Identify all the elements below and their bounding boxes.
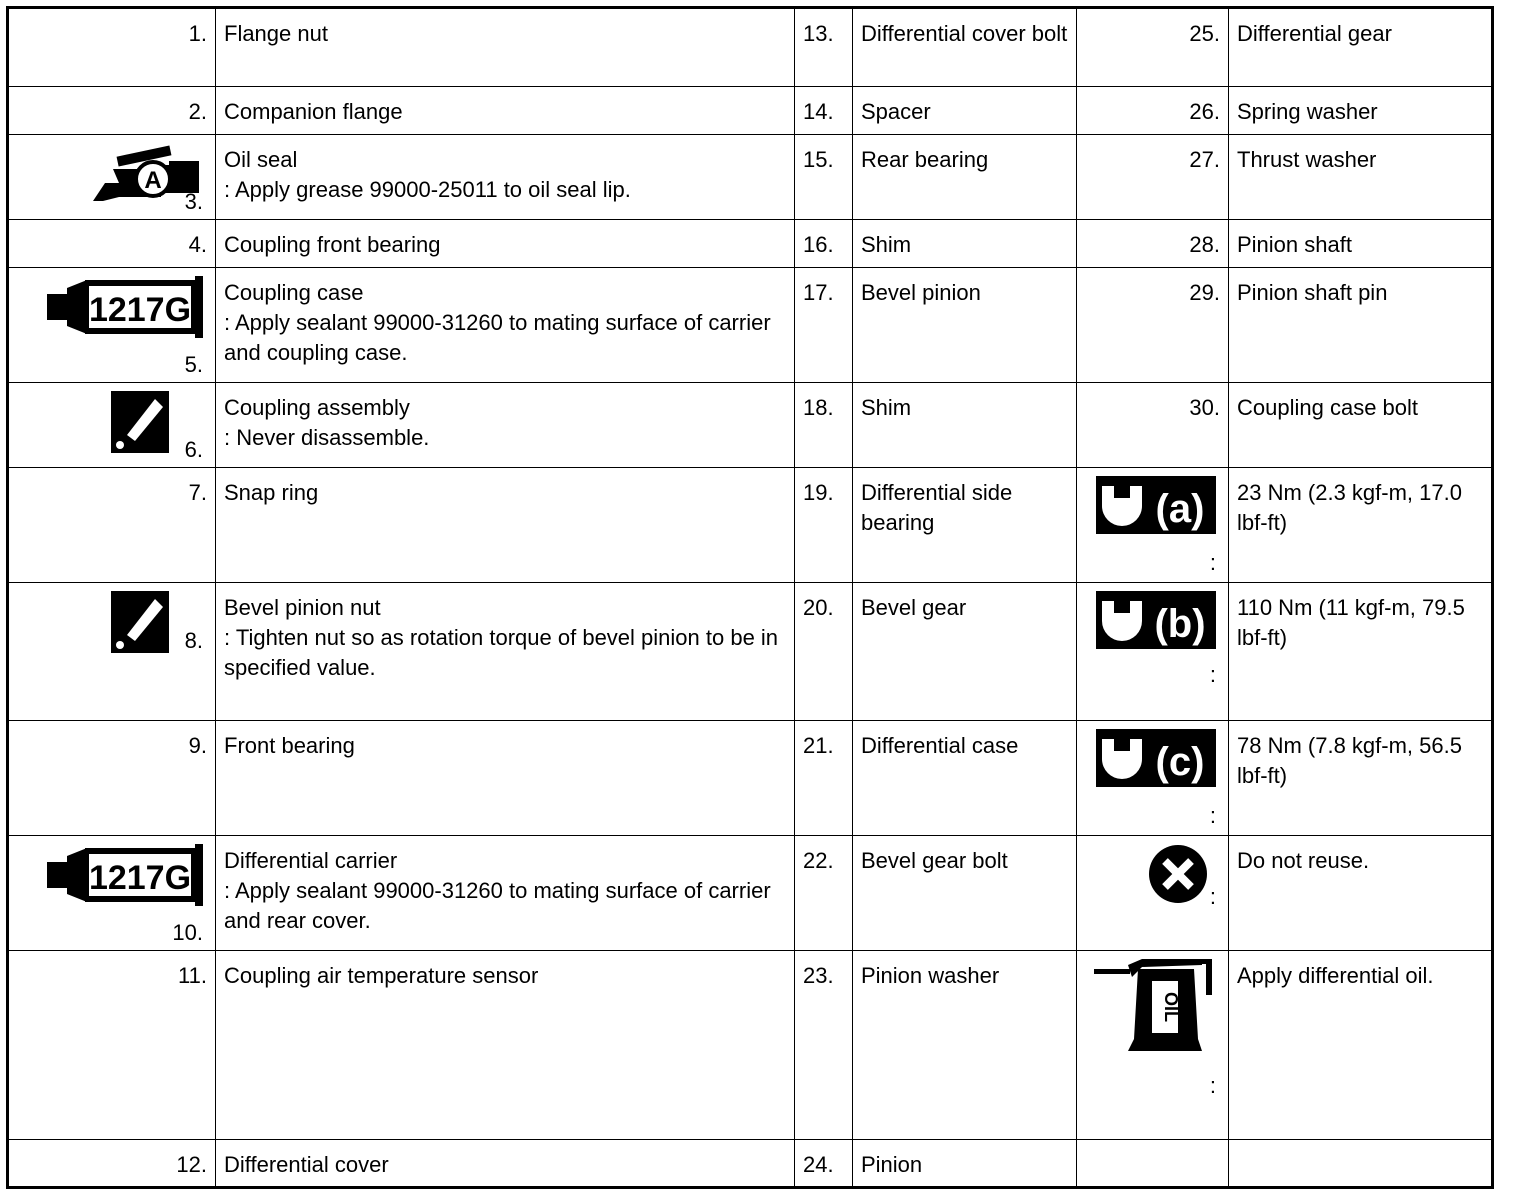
part-name: Spring washer xyxy=(1229,87,1493,135)
part-name: Spacer xyxy=(853,87,1077,135)
svg-text:1217G: 1217G xyxy=(88,291,192,329)
part-note: : Apply sealant 99000-31260 to mating surface of carrier and coupling case. xyxy=(224,310,771,365)
part-number: 26. xyxy=(1077,87,1229,135)
svg-text:OIL: OIL xyxy=(1161,992,1181,1022)
do-not-reuse-icon xyxy=(1148,844,1208,904)
part-number: 16. xyxy=(795,220,853,268)
table-row xyxy=(8,135,1493,220)
icon-colon-cell xyxy=(1077,836,1229,951)
icon-colon-cell xyxy=(1077,721,1229,836)
table-row xyxy=(8,583,1493,721)
part-number: 10. xyxy=(172,920,203,945)
part-number: 14. xyxy=(795,87,853,135)
part-description xyxy=(216,836,795,951)
part-number: 27. xyxy=(1077,135,1229,220)
part-name: Rear bearing xyxy=(853,135,1077,220)
table-row xyxy=(8,468,1493,583)
colon: : xyxy=(1209,884,1216,909)
part-name: Oil seal xyxy=(224,147,298,172)
part-name: Differential cover xyxy=(216,1140,795,1188)
part-number: 1. xyxy=(8,8,216,87)
part-number: 7. xyxy=(8,468,216,583)
note-text: Apply differential oil. xyxy=(1229,951,1493,1140)
caution-icon xyxy=(111,591,169,653)
part-description xyxy=(216,383,795,468)
part-name: Snap ring xyxy=(216,468,795,583)
part-name: Flange nut xyxy=(216,8,795,87)
table-row xyxy=(8,836,1493,951)
torque-spec: 110 Nm (11 kgf-m, 79.5 lbf-ft) xyxy=(1229,583,1493,721)
part-number: 11. xyxy=(8,951,216,1140)
part-number: 15. xyxy=(795,135,853,220)
table-row xyxy=(8,8,1493,87)
part-name: Differential cover bolt xyxy=(853,8,1077,87)
part-number: 8. xyxy=(184,628,203,653)
part-name: Coupling case xyxy=(224,280,364,305)
torque-wrench-icon xyxy=(1096,476,1216,534)
part-note: : Tighten nut so as rotation torque of bevel pinion to be in specified value. xyxy=(224,625,779,680)
svg-text:(c): (c) xyxy=(1155,740,1205,784)
part-number: 6. xyxy=(184,437,203,462)
torque-spec: 78 Nm (7.8 kgf-m, 56.5 lbf-ft) xyxy=(1229,721,1493,836)
colon: : xyxy=(1209,803,1216,828)
sealant-tube-icon xyxy=(47,844,203,906)
part-name: Pinion xyxy=(853,1140,1077,1188)
part-name: Coupling case bolt xyxy=(1229,383,1493,468)
icon-colon-cell xyxy=(1077,468,1229,583)
icon-number-cell xyxy=(8,268,216,383)
part-number: 24. xyxy=(795,1140,853,1188)
colon: : xyxy=(1209,662,1216,687)
part-note: : Apply sealant 99000-31260 to mating surface of carrier and rear cover. xyxy=(224,878,771,933)
svg-text:(a): (a) xyxy=(1155,487,1205,531)
part-name: Bevel pinion xyxy=(853,268,1077,383)
part-number: 5. xyxy=(184,352,203,377)
part-number: 2. xyxy=(8,87,216,135)
part-number: 20. xyxy=(795,583,853,721)
colon: : xyxy=(1209,550,1216,575)
part-number: 4. xyxy=(8,220,216,268)
part-number: 13. xyxy=(795,8,853,87)
part-note: : Apply grease 99000-25011 to oil seal lip. xyxy=(224,177,631,202)
icon-number-cell xyxy=(8,583,216,721)
part-number: 30. xyxy=(1077,383,1229,468)
part-name: Coupling front bearing xyxy=(216,220,795,268)
part-name: Bevel gear bolt xyxy=(853,836,1077,951)
part-number: 22. xyxy=(795,836,853,951)
table-row xyxy=(8,220,1493,268)
part-name: Companion flange xyxy=(216,87,795,135)
oil-can-icon xyxy=(1094,959,1216,1055)
part-number: 12. xyxy=(8,1140,216,1188)
part-number: 25. xyxy=(1077,8,1229,87)
parts-legend-table xyxy=(6,6,1494,1189)
torque-wrench-icon xyxy=(1096,591,1216,649)
part-number: 3. xyxy=(184,189,203,214)
part-name: Bevel gear xyxy=(853,583,1077,721)
part-number: 9. xyxy=(8,721,216,836)
part-name: Pinion washer xyxy=(853,951,1077,1140)
part-name: Differential carrier xyxy=(224,848,398,873)
part-number: 19. xyxy=(795,468,853,583)
table-row xyxy=(8,951,1493,1140)
table-row xyxy=(8,87,1493,135)
part-name: Shim xyxy=(853,383,1077,468)
part-name: Shim xyxy=(853,220,1077,268)
part-description xyxy=(216,135,795,220)
note-text: Do not reuse. xyxy=(1229,836,1493,951)
part-description xyxy=(216,583,795,721)
part-name: Bevel pinion nut xyxy=(224,595,381,620)
svg-text:(b): (b) xyxy=(1154,602,1206,646)
table-row xyxy=(8,383,1493,468)
icon-number-cell xyxy=(8,836,216,951)
empty-cell xyxy=(1229,1140,1493,1188)
part-name: Pinion shaft xyxy=(1229,220,1493,268)
part-name: Thrust washer xyxy=(1229,135,1493,220)
table-row xyxy=(8,1140,1493,1188)
part-number: 17. xyxy=(795,268,853,383)
part-number: 29. xyxy=(1077,268,1229,383)
caution-icon xyxy=(111,391,169,453)
part-number: 28. xyxy=(1077,220,1229,268)
part-number: 21. xyxy=(795,721,853,836)
part-description xyxy=(216,268,795,383)
part-name: Coupling assembly xyxy=(224,395,410,420)
svg-text:1217G: 1217G xyxy=(88,859,192,897)
icon-number-cell xyxy=(8,383,216,468)
part-name: Differential side bearing xyxy=(853,468,1077,583)
svg-text:A: A xyxy=(144,167,162,194)
part-number: 18. xyxy=(795,383,853,468)
part-name: Front bearing xyxy=(216,721,795,836)
icon-colon-cell xyxy=(1077,583,1229,721)
torque-spec: 23 Nm (2.3 kgf-m, 17.0 lbf-ft) xyxy=(1229,468,1493,583)
icon-number-cell xyxy=(8,135,216,220)
part-name: Differential gear xyxy=(1229,8,1493,87)
colon: : xyxy=(1209,1073,1216,1098)
empty-cell xyxy=(1077,1140,1229,1188)
icon-colon-cell xyxy=(1077,951,1229,1140)
sealant-tube-icon xyxy=(47,276,203,338)
part-name: Differential case xyxy=(853,721,1077,836)
part-name: Pinion shaft pin xyxy=(1229,268,1493,383)
torque-wrench-icon xyxy=(1096,729,1216,787)
part-note: : Never disassemble. xyxy=(224,425,430,450)
table-row xyxy=(8,721,1493,836)
table-row xyxy=(8,268,1493,383)
part-number: 23. xyxy=(795,951,853,1140)
part-name: Coupling air temperature sensor xyxy=(216,951,795,1140)
